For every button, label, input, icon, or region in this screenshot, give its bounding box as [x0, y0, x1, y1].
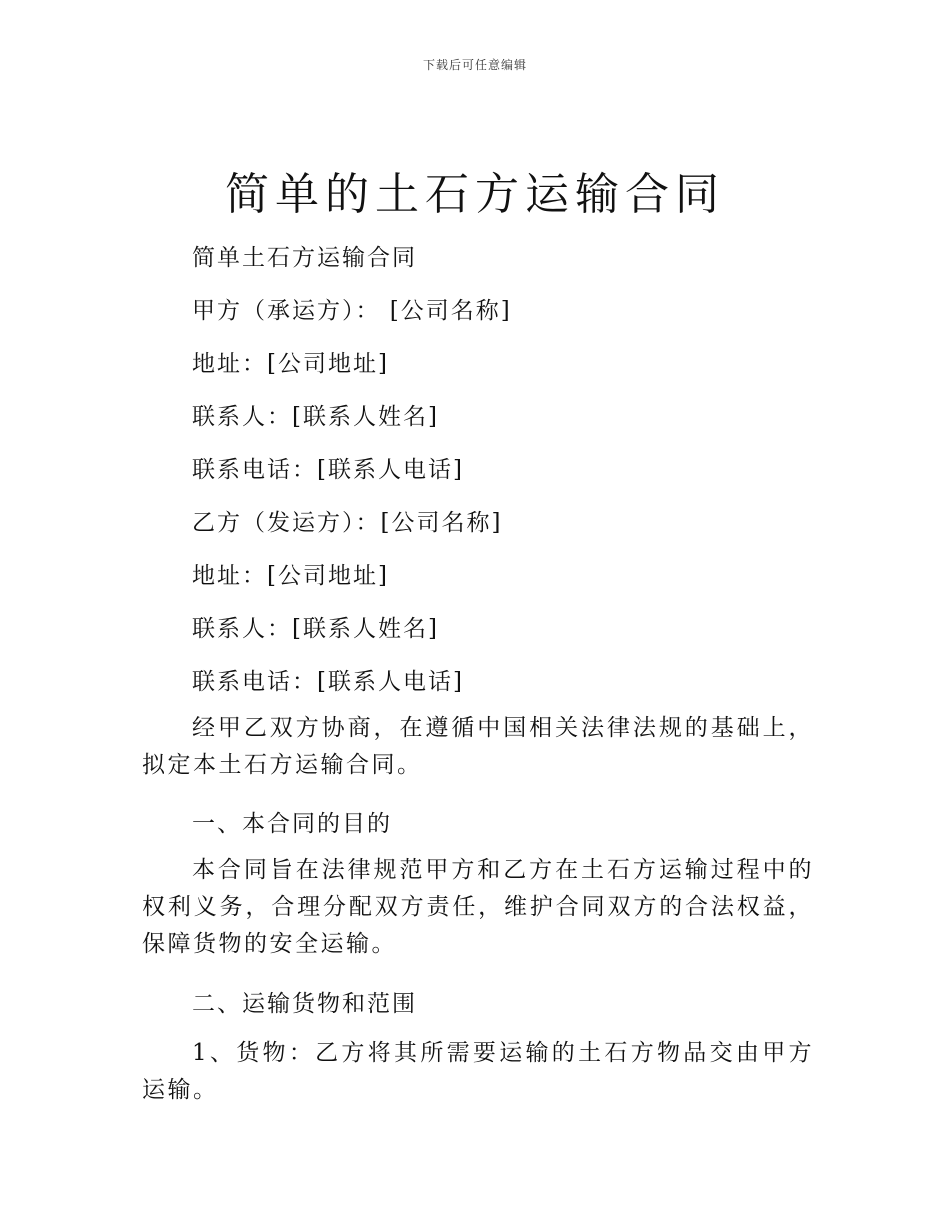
party-b-contact: 联系人：[联系人姓名]: [192, 616, 439, 642]
party-a-address: 地址：[公司地址]: [192, 351, 389, 377]
section2-item1: 1、货物：乙方将其所需要运输的土石方物品交由甲方运输。: [142, 1040, 814, 1103]
header-note: 下载后可任意编辑: [422, 58, 527, 72]
preamble-paragraph: 经甲乙双方协商，在遵循中国相关法律法规的基础上，拟定本土石方运输合同。: [142, 715, 814, 778]
party-a-phone: 联系电话：[联系人电话]: [192, 457, 464, 483]
section1-body: 本合同旨在法律规范甲方和乙方在土石方运输过程中的权利义务，合理分配双方责任，维护合同双方的合法权益，保障货物的安全运输。: [142, 857, 814, 957]
party-b-address: 地址：[公司地址]: [192, 563, 389, 589]
party-a-contact: 联系人：[联系人姓名]: [192, 404, 439, 430]
section1-heading: 一、本合同的目的: [192, 811, 392, 837]
party-b-phone: 联系电话：[联系人电话]: [192, 669, 464, 695]
party-a-name: 甲方（承运方）： [公司名称]: [192, 298, 512, 324]
contract-subtitle: 简单土石方运输合同: [192, 245, 417, 271]
section2-heading: 二、运输货物和范围: [192, 991, 417, 1017]
document-title: 简单的土石方运输合同: [225, 169, 725, 220]
party-b-name: 乙方（发运方）：[公司名称]: [192, 510, 503, 536]
